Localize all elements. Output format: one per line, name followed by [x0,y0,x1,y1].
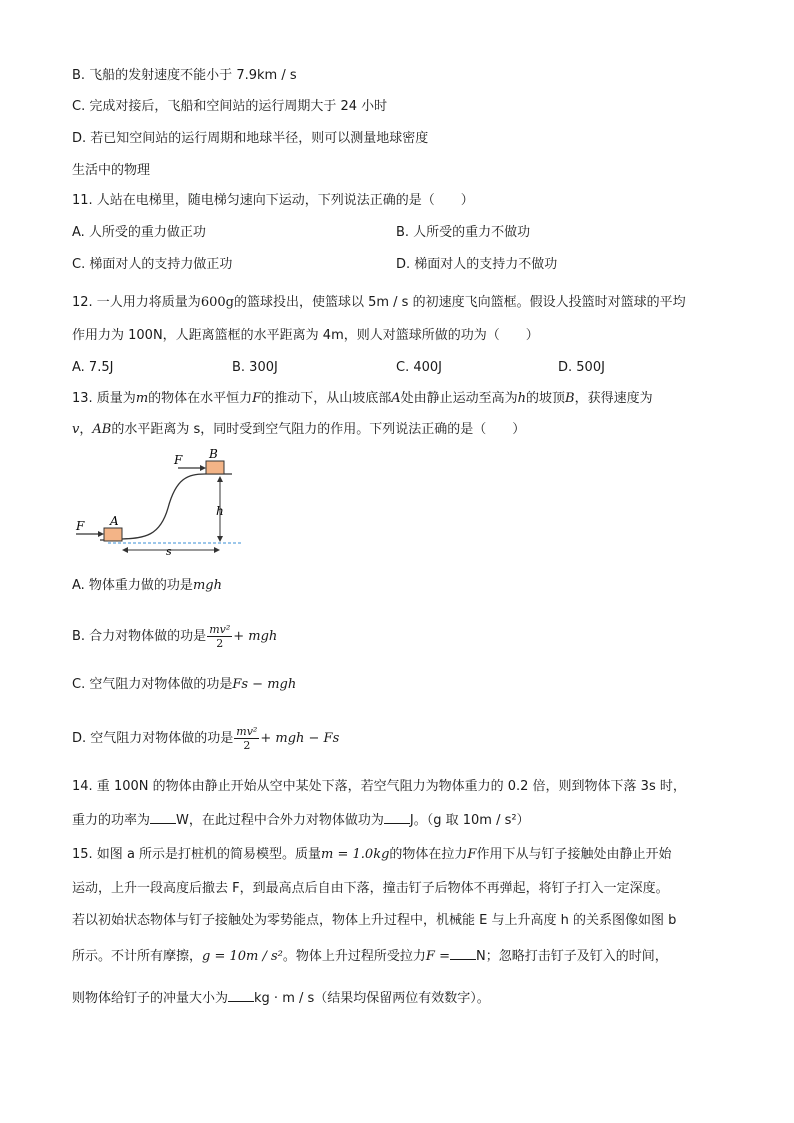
q10-option-c: C. 完成对接后，飞船和空间站的运行周期大于 24 小时 [72,99,388,114]
q15-text: N；忽略打击钉子及钉入的时间， [475,949,668,964]
q15-gravity: g = 10m / s² [202,949,283,964]
q13-var-h: h [517,391,526,406]
q13-option-c [72,676,296,694]
q13-var-m: m [135,391,149,406]
fraction-denominator: 2 [216,637,224,650]
distance-arrowhead-left [122,547,128,553]
q12-option-b: B. 300J [232,360,278,375]
fraction-numerator: mv² [236,725,258,738]
q12-mass: 600g [200,295,234,310]
q13-var-f: F [252,391,262,406]
q15-text: 所示。不计所有摩擦， [72,949,203,964]
answer-blank[interactable] [150,810,176,824]
q15-line2: 运动，上升一段高度后撤去 F，到最高点后自由下落，撞击钉子后物体不再弹起，将钉子打入一定深度。 [72,881,669,896]
answer-blank[interactable] [384,810,410,824]
q13-stem-part: 13. 质量为 [72,391,136,406]
option-text: C. 空气阻力对物体做的功是 [72,677,233,692]
option-text: D. 空气阻力对物体做的功是 [72,731,234,746]
q11-option-a: A. 人所受的重力做正功 [72,225,206,240]
q15-line1 [72,846,671,864]
q13-var-v: v [72,422,80,437]
q13-var-b: B [565,391,575,406]
q11-option-b: B. 人所受的重力不做功 [396,225,531,240]
force-arrowhead-a [98,531,104,537]
answer-blank[interactable] [450,946,476,960]
q13-stem-part: ，获得速度为 [574,391,653,406]
q12-stem-part: 的篮球投出，使篮球以 5m / s 的初速度飞向篮框。假设人投篮时对篮球的平均 [233,295,686,310]
label-f1: F [76,519,85,533]
q14-text: W，在此过程中合外力对物体做功为 [176,813,384,828]
q13-stem-line1 [72,390,653,408]
q15-line5 [72,988,490,1008]
q13-stem-part: 的坡顶 [525,391,565,406]
q13-stem-line2 [72,421,525,439]
q11-stem: 11. 人站在电梯里，随电梯匀速向下运动，下列说法正确的是（ ） [72,193,474,208]
block-b [206,461,224,474]
label-h: h [216,504,224,518]
label-a: A [110,514,119,528]
fraction [234,725,259,752]
q13-stem-part: 的推动下，从山坡底部 [261,391,392,406]
q13-stem-part: ， [79,422,93,437]
q15-text: 的物体在拉力 [389,847,468,862]
q15-text: kg · m / s（结果均保留两位有效数字）。 [254,991,490,1006]
force-arrowhead-b [200,465,206,471]
label-s: s [166,545,172,558]
q14-line2 [72,810,530,830]
option-expr: + mgh [233,629,278,644]
q12-option-a: A. 7.5J [72,360,114,375]
q13-slope-figure [70,448,250,563]
q15-line4 [72,946,668,966]
q11-option-d: D. 梯面对人的支持力不做功 [396,257,558,272]
q13-stem-part: 处由静止运动至高为 [400,391,518,406]
option-expr: Fs − mgh [232,677,297,692]
fraction-denominator: 2 [243,739,251,752]
q15-line3: 若以初始状态物体与钉子接触处为零势能点，物体上升过程中，机械能 E 与上升高度 h 的关系图像如图 b [72,913,677,928]
option-expr: + mgh − Fs [260,731,340,746]
distance-arrowhead-right [214,547,220,553]
q10-option-b: B. 飞船的发射速度不能小于 7.9km / s [72,68,297,83]
q15-text: 15. 如图 a 所示是打桩机的简易模型。质量 [72,847,322,862]
q13-var-ab: AB [92,422,112,437]
option-text: B. 合力对物体做的功是 [72,629,207,644]
q13-option-d [72,725,339,752]
q15-text: 作用下从与钉子接触处由静止开始 [476,847,672,862]
answer-blank[interactable] [228,988,254,1002]
option-expr: mgh [192,578,222,593]
label-f2: F [174,453,183,467]
q13-stem-part: 的水平距离为 s，同时受到空气阻力的作用。下列说法正确的是（ ） [111,422,526,437]
q15-mass: m = 1.0kg [321,847,390,862]
q12-option-c: C. 400J [396,360,442,375]
q13-stem-part: 的物体在水平恒力 [148,391,253,406]
section-title: 生活中的物理 [72,163,151,178]
q13-option-b [72,623,277,650]
height-arrowhead-top [217,476,223,482]
q15-var-f: F = [425,949,450,964]
q11-option-c: C. 梯面对人的支持力做正功 [72,257,233,272]
q13-option-a [72,577,222,595]
q13-var-a: A [391,391,401,406]
block-a [104,528,122,541]
fraction-numerator: mv² [209,623,231,636]
q14-text: J。（g 取 10m / s²） [409,813,530,828]
q12-stem-part: 12. 一人用力将质量为 [72,295,201,310]
q12-option-d: D. 500J [558,360,605,375]
height-arrowhead-bottom [217,536,223,542]
fraction [207,623,232,650]
q10-option-d: D. 若已知空间站的运行周期和地球半径，则可以测量地球密度 [72,131,429,146]
q12-stem-line2: 作用力为 100N，人距离篮框的水平距离为 4m，则人对篮球所做的功为（ ） [72,328,539,343]
q15-var-f: F [467,847,477,862]
q12-stem-line1 [72,294,686,312]
q14-text: 重力的功率为 [72,813,151,828]
q15-text: 则物体给钉子的冲量大小为 [72,991,229,1006]
q15-text: 。物体上升过程所受拉力 [282,949,426,964]
q14-line1: 14. 重 100N 的物体由静止开始从空中某处下落，若空气阻力为物体重力的 0.2 倍，则到物体下落 3s 时， [72,779,686,794]
label-b: B [209,448,218,461]
option-text: A. 物体重力做的功是 [72,578,193,593]
